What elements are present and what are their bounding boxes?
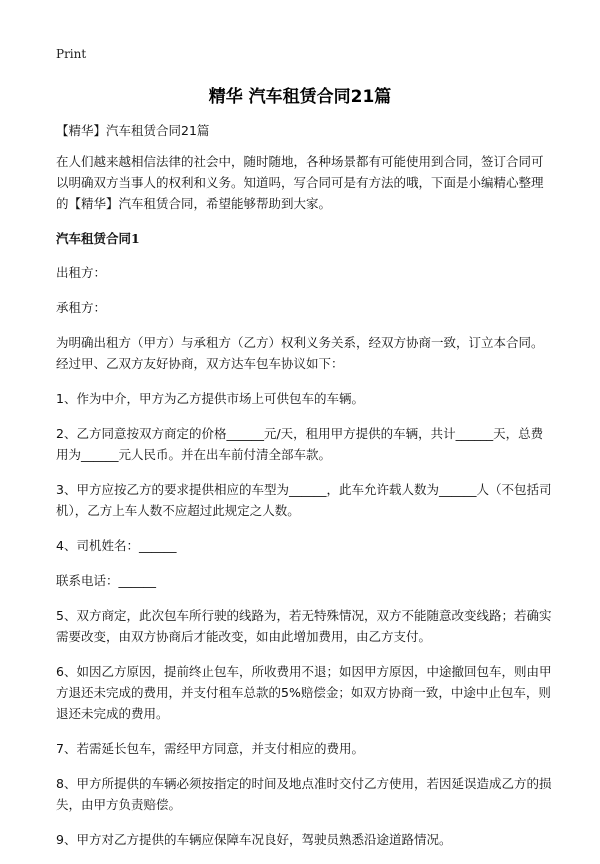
clause-item: 1、作为中介，甲方为乙方提供市场上可供包车的车辆。 bbox=[56, 391, 364, 406]
clause-item: 4、司机姓名：______ bbox=[56, 538, 177, 553]
section-heading: 汽车租赁合同1 bbox=[56, 231, 140, 246]
document-subtitle: 【精华】汽车租赁合同21篇 bbox=[56, 123, 210, 138]
clause-item: 联系电话：______ bbox=[56, 573, 157, 588]
clause-item: 8、甲方所提供的车辆必须按指定的时间及地点准时交付乙方使用，若因延误造成乙方的损失，由甲方负责赔偿。 bbox=[56, 776, 552, 812]
document-body bbox=[56, 120, 553, 864]
lessor-line: 出租方： bbox=[56, 265, 107, 280]
print-link[interactable]: Print bbox=[56, 47, 87, 61]
preamble-paragraph: 为明确出租方（甲方）与承租方（乙方）权利义务关系，经双方协商一致，订立本合同。经过甲、乙双方友好协商，双方达车包车协议如下： bbox=[56, 335, 544, 371]
clause-item: 7、若需延长包车，需经甲方同意，并支付相应的费用。 bbox=[56, 741, 364, 756]
intro-paragraph: 在人们越来越相信法律的社会中，随时随地，各种场景都有可能使用到合同，签订合同可以明确双方当事人的权利和义务。知道吗，写合同可是有方法的哦，下面是小编精心整理的【精华】汽车租赁合同，希望能够帮助到大家。 bbox=[56, 154, 544, 211]
clause-item: 5、双方商定，此次包车所行驶的线路为，若无特殊情况，双方不能随意改变线路；若确实需要改变，由双方协商后才能改变，如由此增加费用，由乙方支付。 bbox=[56, 608, 552, 644]
clause-item: 2、乙方同意按双方商定的价格______元/天，租用甲方提供的车辆，共计______天，总费用为______元人民币。并在出车前付清全部车款。 bbox=[56, 426, 544, 462]
clause-item: 6、如因乙方原因，提前终止包车，所收费用不退；如因甲方原因，中途撤回包车，则由甲方退还未完成的费用，并支付租车总款的5%赔偿金；如双方协商一致，中途中止包车，则退还未完成的费用。 bbox=[56, 664, 552, 721]
clause-item: 9、甲方对乙方提供的车辆应保障车况良好，驾驶员熟悉沿途道路情况。 bbox=[56, 832, 452, 847]
clause-item: 3、甲方应按乙方的要求提供相应的车型为______，此车允许载人数为______人（不包括司机），乙方上车人数不应超过此规定之人数。 bbox=[56, 482, 552, 518]
document-title: 精华 汽车租赁合同21篇 bbox=[208, 87, 392, 107]
lessee-line: 承租方： bbox=[56, 300, 107, 315]
